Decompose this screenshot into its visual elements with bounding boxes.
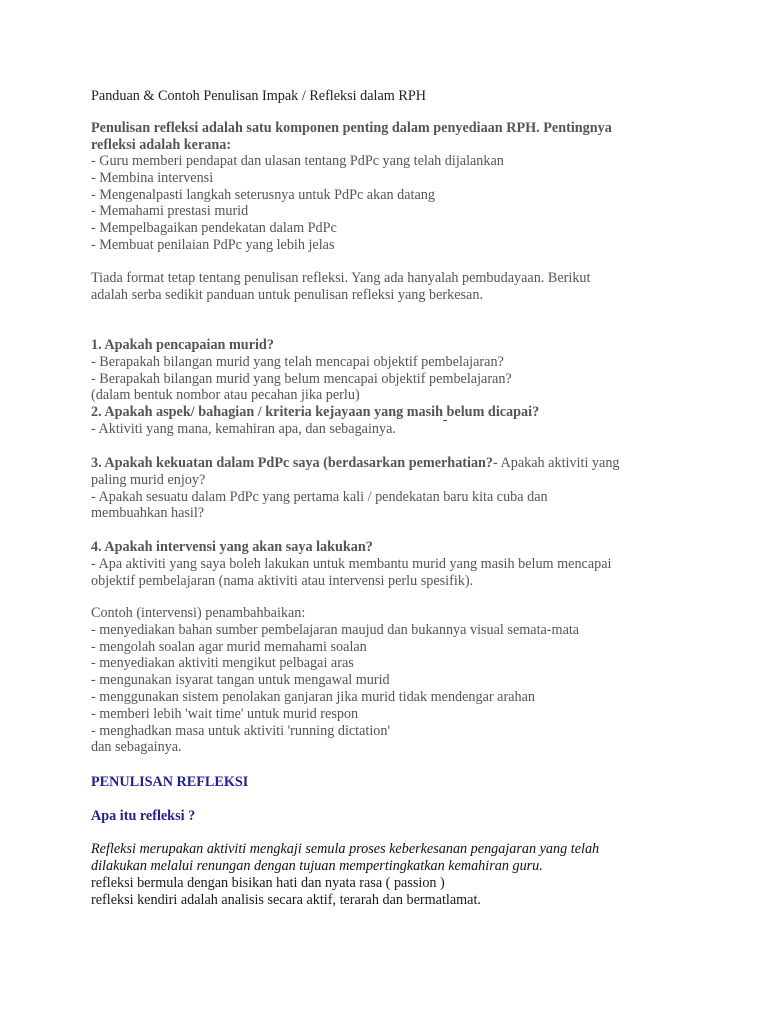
question-3-heading: 3. Apakah kekuatan dalam PdPc saya (berdasarkan pemerhatian? xyxy=(91,455,494,471)
definition-line-1: Refleksi merupakan aktiviti mengkaji semula proses keberkesanan pengajaran yang telah xyxy=(91,841,600,857)
list-item: dan sebagainya. xyxy=(91,739,182,756)
format-line-1: Tiada format tetap tentang penulisan refleksi. Yang ada hanyalah pembudayaan. Berikut xyxy=(91,270,591,286)
closing-line-1: refleksi bermula dengan bisikan hati dan nyata rasa ( passion ) xyxy=(91,875,445,891)
question-3-first-line xyxy=(91,455,681,472)
list-item: objektif pembelajaran (nama aktiviti atau intervensi perlu spesifik). xyxy=(91,572,474,589)
list-item: - menyediakan aktiviti mengikut pelbagai aras xyxy=(91,655,354,672)
title-text: Panduan & Contoh Penulisan Impak / Refleksi dalam RPH xyxy=(91,88,426,104)
closing-line-2: refleksi kendiri adalah analisis secara aktif, terarah dan bermatlamat. xyxy=(91,891,481,908)
intro-heading-line-1: Penulisan refleksi adalah satu komponen penting dalam penyediaan RPH. Pentingnya xyxy=(91,120,612,136)
document-title xyxy=(91,88,681,105)
list-item: - Apakah sesuatu dalam PdPc yang pertama kali / pendekatan baru kita cuba dan xyxy=(91,488,548,505)
format-paragraph xyxy=(91,270,681,304)
intro-heading xyxy=(91,120,681,154)
list-item: - mengolah soalan agar murid memahami soalan xyxy=(91,638,367,655)
question-4-block xyxy=(91,539,681,589)
sub-heading xyxy=(91,808,681,825)
list-item: (dalam bentuk nombor atau pecahan jika perlu) xyxy=(91,387,360,404)
question-4-heading: 4. Apakah intervensi yang akan saya lakukan? xyxy=(91,539,373,555)
definition-line-2: dilakukan melalui renungan dengan tujuan mempertingkatkan kemahiran guru. xyxy=(91,857,543,874)
format-line-2: adalah serba sedikit panduan untuk penulisan refleksi yang berkesan. xyxy=(91,286,483,303)
question-2-heading-text: 2. Apakah aspek/ bahagian / kriteria kejayaan yang masih xyxy=(91,404,443,421)
intro-heading-line-2: refleksi adalah kerana: xyxy=(91,136,232,153)
list-item: paling murid enjoy? xyxy=(91,471,206,488)
contoh-heading: Contoh (intervensi) penambahbaikan: xyxy=(91,605,306,621)
list-item: - menyediakan bahan sumber pembelajaran maujud dan bukannya visual semata-mata xyxy=(91,621,580,638)
list-item: - memberi lebih 'wait time' untuk murid respon xyxy=(91,705,359,722)
list-item: - Aktiviti yang mana, kemahiran apa, dan sebagainya. xyxy=(91,420,396,437)
list-item: - mengunakan isyarat tangan untuk mengawal murid xyxy=(91,672,390,689)
list-item: - Apa aktiviti yang saya boleh lakukan untuk membantu murid yang masih belum mencapai xyxy=(91,555,612,572)
question-2-heading xyxy=(91,404,681,421)
list-item: membuahkan hasil? xyxy=(91,505,205,522)
section-heading-text: PENULISAN REFLEKSI xyxy=(91,774,249,790)
definition-paragraph xyxy=(91,841,681,875)
list-item: - Membina intervensi xyxy=(91,169,214,186)
question-1-heading: 1. Apakah pencapaian murid? xyxy=(91,337,274,353)
section-heading xyxy=(91,774,681,791)
question-3-block xyxy=(91,455,681,522)
list-item: - Membuat penilaian PdPc yang lebih jelas xyxy=(91,236,335,253)
list-item: - menghadkan masa untuk aktiviti 'running dictation' xyxy=(91,722,391,739)
question-1-block xyxy=(91,337,681,438)
contoh-block xyxy=(91,605,681,756)
question-2-heading-end: belum dicapai? xyxy=(446,404,540,421)
list-item: - Guru memberi pendapat dan ulasan tentang PdPc yang telah dijalankan xyxy=(91,153,504,169)
sub-heading-text: Apa itu refleksi ? xyxy=(91,808,196,824)
intro-list xyxy=(91,153,681,254)
closing-lines xyxy=(91,875,681,909)
list-item: - Berapakah bilangan murid yang telah mencapai objektif pembelajaran? xyxy=(91,353,504,370)
list-item: - Mempelbagaikan pendekatan dalam PdPc xyxy=(91,220,337,237)
list-item: - menggunakan sistem penolakan ganjaran jika murid tidak mendengar arahan xyxy=(91,688,535,705)
list-item: - Memahami prestasi murid xyxy=(91,203,249,220)
question-3-rest: - Apakah aktiviti yang xyxy=(493,455,620,471)
list-item: - Berapakah bilangan murid yang belum mencapai objektif pembelajaran? xyxy=(91,370,512,387)
list-item: - Mengenalpasti langkah seterusnya untuk PdPc akan datang xyxy=(91,186,435,203)
